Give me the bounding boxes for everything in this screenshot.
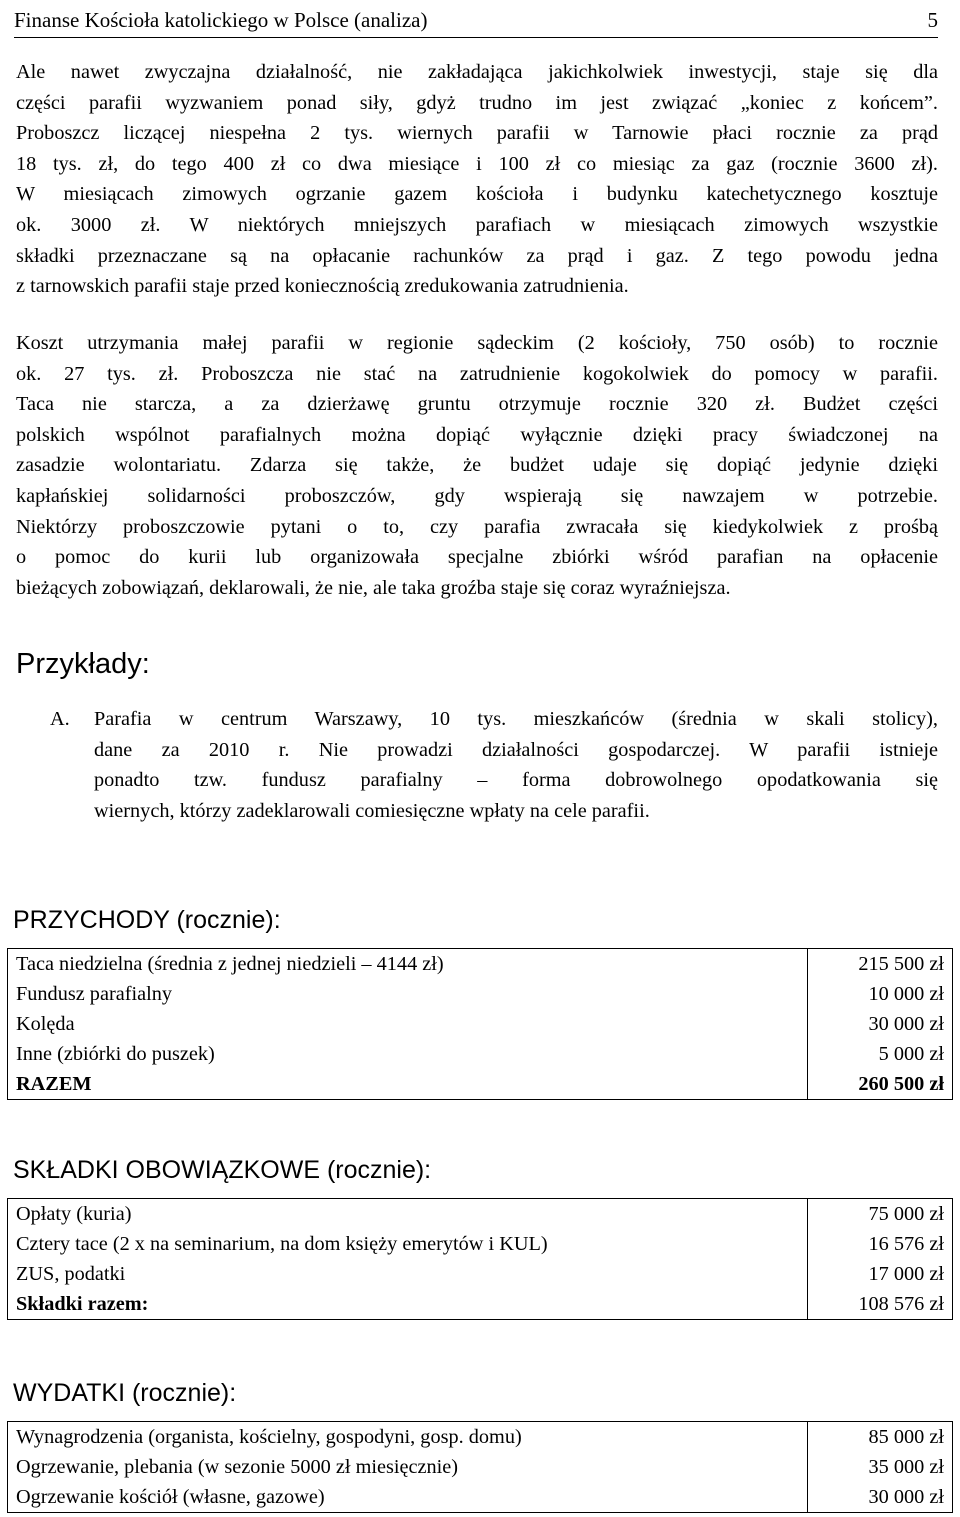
row-label: RAZEM <box>8 1069 618 1100</box>
row-amount: 16 576 zł <box>808 1229 953 1259</box>
dues-table <box>7 1198 953 1320</box>
text-line: zasadzie wolontariatu. Zdarza się także, że budżet udaje się dopiąć jedynie dzięki <box>16 454 938 477</box>
row-label: Cztery tace (2 x na seminarium, na dom księży emerytów i KUL) <box>8 1229 618 1259</box>
row-amount: 108 576 zł <box>808 1289 953 1320</box>
text-line: ok. 3000 zł. W niektórych mniejszych parafiach w miesiącach zimowych wszystkie <box>16 213 938 236</box>
row-amount: 17 000 zł <box>808 1259 953 1289</box>
text-line: dane za 2010 r. Nie prowadzi działalności gospodarczej. W parafii istnieje <box>94 738 938 761</box>
table-row <box>8 1039 953 1069</box>
table-row <box>8 1259 953 1289</box>
row-amount: 260 500 zł <box>808 1069 953 1100</box>
table-row <box>8 1009 953 1039</box>
text-line: składki przeznaczane są na opłacanie rachunków za prąd i gaz. Z tego powodu jedna <box>16 244 938 267</box>
text-line: o pomoc do kurii lub organizowała specjalne zbiórki wśród parafian na opłacenie <box>16 546 938 569</box>
text-line: Niektórzy proboszczowie pytani o to, czy parafia zwracała się kiedykolwiek z prośbą <box>16 515 938 538</box>
text-line: 18 tys. zł, do tego 400 zł co dwa miesiące i 100 zł co miesiąc za gaz (rocznie 3600 zł). <box>16 152 938 175</box>
row-amount: 30 000 zł <box>808 1482 953 1513</box>
text-line: polskich wspólnot parafialnych można dopiąć wyłącznie dzięki pracy świadczonej na <box>16 423 938 446</box>
text-line: bieżących zobowiązań, deklarowali, że nie, ale taka groźba staje się coraz wyraźniejsza. <box>16 576 731 599</box>
row-label: Taca niedzielna (średnia z jednej niedzieli – 4144 zł) <box>8 949 618 980</box>
text-line: Koszt utrzymania małej parafii w regionie sądeckim (2 kościoły, 750 osób) to rocznie <box>16 332 938 354</box>
example-marker: A. <box>50 708 70 730</box>
row-label: Ogrzewanie kościół (własne, gazowe) <box>8 1482 618 1513</box>
row-label: Inne (zbiórki do puszek) <box>8 1039 618 1069</box>
examples-heading: Przykłady: <box>16 648 150 680</box>
table-row <box>8 1422 953 1453</box>
paragraph-energy-costs <box>16 57 938 302</box>
row-label: Fundusz parafialny <box>8 979 618 1009</box>
row-label: Składki razem: <box>8 1289 618 1320</box>
row-amount: 215 500 zł <box>808 949 953 980</box>
text-line: ponadto tzw. fundusz parafialny – forma dobrowolnego opodatkowania się <box>94 769 938 792</box>
dues-title: SKŁADKI OBOWIĄZKOWE (rocznie): <box>13 1156 432 1184</box>
row-amount: 10 000 zł <box>808 979 953 1009</box>
text-line: Ale nawet zwyczajna działalność, nie zakładająca jakichkolwiek inwestycji, staje się dla <box>16 61 938 83</box>
row-amount: 30 000 zł <box>808 1009 953 1039</box>
text-line: wiernych, którzy zadeklarowali comiesięczne wpłaty na cele parafii. <box>94 799 650 822</box>
header-title: Finanse Kościoła katolickiego w Polsce (analiza) <box>14 8 428 32</box>
table-row <box>8 1452 953 1482</box>
row-label: Wynagrodzenia (organista, kościelny, gospodyni, gosp. domu) <box>8 1422 618 1453</box>
text-line: kapłańskiej solidarności proboszczów, gdy wspierają się nawzajem w potrzebie. <box>16 484 938 507</box>
expenses-table <box>7 1421 953 1513</box>
table-row <box>8 1229 953 1259</box>
text-line: Parafia w centrum Warszawy, 10 tys. mieszkańców (średnia w skali stolicy), <box>94 708 938 730</box>
table-row-total <box>8 1069 953 1100</box>
row-label: Ogrzewanie, plebania (w sezonie 5000 zł miesięcznie) <box>8 1452 618 1482</box>
table-row <box>8 949 953 980</box>
expenses-title: WYDATKI (rocznie): <box>13 1379 237 1407</box>
table-row <box>8 1482 953 1513</box>
table-row-total <box>8 1289 953 1320</box>
income-title: PRZYCHODY (rocznie): <box>13 906 281 934</box>
row-label: ZUS, podatki <box>8 1259 618 1289</box>
text-line: W miesiącach zimowych ogrzanie gazem kościoła i budynku katechetycznego kosztuje <box>16 183 938 206</box>
text-line: Proboszcz liczącej niespełna 2 tys. wiernych parafii w Tarnowie płaci rocznie za prąd <box>16 122 938 145</box>
text-line: Taca nie starcza, a za dzierżawę gruntu otrzymuje rocznie 320 zł. Budżet części <box>16 393 938 416</box>
row-label: Kolęda <box>8 1009 618 1039</box>
row-amount: 5 000 zł <box>808 1039 953 1069</box>
row-amount: 35 000 zł <box>808 1452 953 1482</box>
row-label: Opłaty (kuria) <box>8 1199 618 1230</box>
page-header <box>14 0 938 38</box>
text-line: ok. 27 tys. zł. Proboszcza nie stać na zatrudnienie kogokolwiek do pomocy w parafii. <box>16 362 938 385</box>
income-table <box>7 948 953 1100</box>
paragraph-small-parish <box>16 328 938 603</box>
table-row <box>8 1199 953 1230</box>
table-row <box>8 979 953 1009</box>
row-amount: 85 000 zł <box>808 1422 953 1453</box>
text-line: części parafii wyzwaniem ponad siły, gdyż trudno im jest związać „koniec z końcem”. <box>16 91 938 114</box>
page-number: 5 <box>927 8 938 32</box>
example-body <box>94 704 938 826</box>
row-amount: 75 000 zł <box>808 1199 953 1230</box>
text-line: z tarnowskich parafii staje przed koniecznością zredukowania zatrudnienia. <box>16 275 629 298</box>
